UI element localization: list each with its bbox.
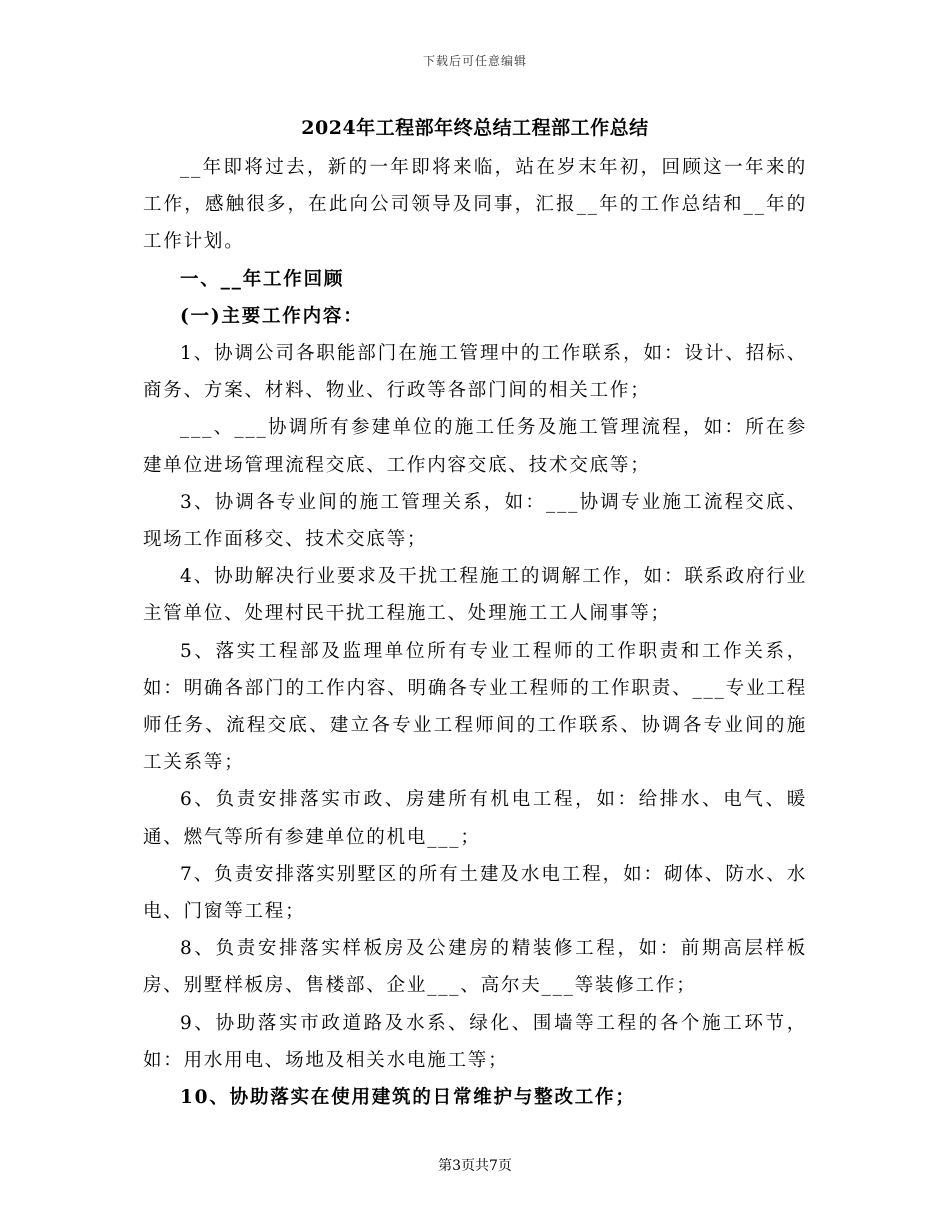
page-number: 第3页共7页 [438,1158,512,1174]
list-item: 1、协调公司各职能部门在施工管理中的工作联系，如：设计、招标、商务、方案、材料、物业、行政等各部门间的相关工作； [143,343,807,402]
page-header: 下载后可任意编辑 [422,54,527,68]
list-item: 10、协助落实在使用建筑的日常维护与整改工作； [180,1087,636,1109]
document-body [143,149,807,1116]
list-item: 9、协助落实市政道路及水系、绿化、围墙等工程的各个施工环节，如：用水用电、场地及相关水电施工等； [143,1012,807,1071]
list-item: 7、负责安排落实别墅区的所有土建及水电工程，如：砌体、防水、水电、门窗等工程； [143,863,807,923]
paragraph: __年即将过去，新的一年即将来临，站在岁末年初，回顾这一年来的工作，感触很多，在此向公司领导及同事，汇报__年的工作总结和__年的工作计划。 [143,157,807,253]
list-item: 6、负责安排落实市政、房建所有机电工程，如：给排水、电气、暖通、燃气等所有参建单位的机电___； [143,789,807,848]
list-item: 4、协助解决行业要求及干扰工程施工的调解工作，如：联系政府行业主管单位、处理村民干扰工程施工、处理施工工人闹事等； [143,566,807,625]
list-item: 3、协调各专业间的施工管理关系，如：___协调专业施工流程交底、现场工作面移交、技术交底等； [143,491,807,551]
section-heading: 一、__年工作回顾 [180,268,345,290]
document-title: 2024年工程部年终总结工程部工作总结 [301,117,649,139]
list-item: ___、___协调所有参建单位的施工任务及施工管理流程，如：所在参建单位进场管理流程交底、工作内容交底、技术交底等； [143,417,807,476]
list-item: 8、负责安排落实样板房及公建房的精装修工程，如：前期高层样板房、别墅样板房、售楼部、企业___、高尔夫___等装修工作； [143,938,807,997]
subsection-heading: (一)主要工作内容： [180,305,364,327]
list-item: 5、落实工程部及监理单位所有专业工程师的工作职责和工作关系，如：明确各部门的工作内容、明确各专业工程师的工作职责、___专业工程师任务、流程交底、建立各专业工程师间的工作联系、协调各专业间的施工关系等； [143,640,807,774]
